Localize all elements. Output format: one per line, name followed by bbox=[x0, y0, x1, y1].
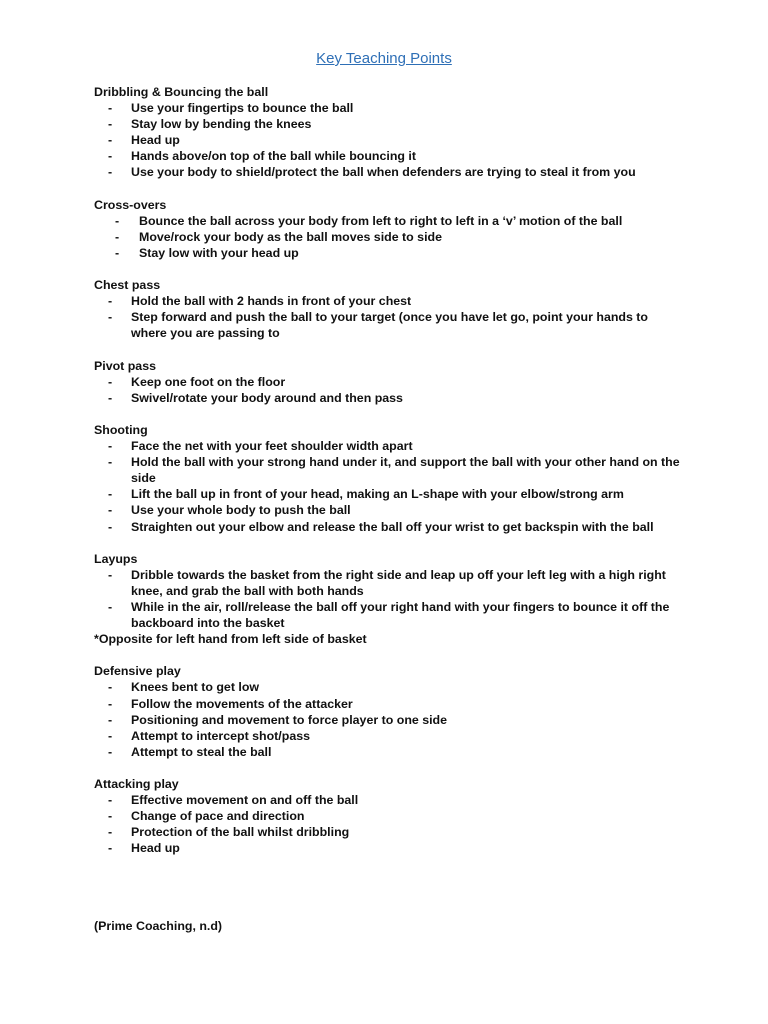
section-heading: Attacking play bbox=[94, 777, 179, 792]
bullet-dash: - bbox=[108, 825, 113, 840]
list-item bbox=[94, 744, 684, 760]
bullet-dash: - bbox=[108, 487, 113, 502]
bullet-dash: - bbox=[108, 310, 113, 325]
list-item bbox=[94, 519, 684, 535]
list-item-text: Hands above/on top of the ball while bouncing it bbox=[131, 149, 416, 164]
list-item-text: Head up bbox=[131, 133, 180, 148]
list-item-text: Knees bent to get low bbox=[131, 680, 260, 695]
bullet-dash: - bbox=[108, 744, 113, 759]
list-item-text: Positioning and movement to force player to one side bbox=[131, 712, 448, 727]
list-item-text: Step forward and push the ball to your target (once you have let go, point your hands to where you are passing to bbox=[131, 310, 649, 341]
list-item bbox=[94, 374, 684, 390]
bullet-dash: - bbox=[108, 728, 113, 743]
list-item bbox=[94, 100, 684, 116]
section-defensive-play bbox=[94, 663, 684, 760]
list-item-text: Dribble towards the basket from the right side and leap up off your left leg with a high right knee, and grab the ball with both hands bbox=[131, 567, 666, 598]
list-item bbox=[94, 696, 684, 712]
list-item-text: Swivel/rotate your body around and then pass bbox=[131, 390, 403, 405]
bullet-dash: - bbox=[108, 390, 113, 405]
bullet-dash: - bbox=[108, 519, 113, 534]
section-layups bbox=[94, 551, 684, 648]
list-item-text: Stay low by bending the knees bbox=[131, 117, 312, 132]
list-item-text: Move/rock your body as the ball moves side to side bbox=[139, 229, 442, 244]
bullet-dash: - bbox=[108, 439, 113, 454]
section-heading: Layups bbox=[94, 551, 138, 566]
list-item bbox=[94, 792, 684, 808]
list-item bbox=[94, 132, 684, 148]
list-item-text: Use your whole body to push the ball bbox=[131, 503, 351, 518]
section-cross-overs bbox=[94, 197, 684, 261]
list-item bbox=[94, 116, 684, 132]
bullet-dash: - bbox=[108, 294, 113, 309]
list-item-text: Straighten out your elbow and release the ball off your wrist to get backspin with the ball bbox=[131, 519, 654, 534]
list-item bbox=[94, 213, 684, 229]
bullet-dash: - bbox=[115, 229, 120, 244]
list-item-text: Keep one foot on the floor bbox=[131, 374, 286, 389]
list-item-text: Follow the movements of the attacker bbox=[131, 696, 353, 711]
section-heading: Defensive play bbox=[94, 664, 181, 679]
bullet-dash: - bbox=[108, 149, 113, 164]
list-item bbox=[94, 454, 684, 486]
list-item bbox=[94, 567, 684, 599]
list-item bbox=[94, 599, 684, 631]
page-title: Key Teaching Points bbox=[316, 50, 452, 67]
list-item bbox=[94, 728, 684, 744]
list-item-text: Head up bbox=[131, 841, 180, 856]
citation: (Prime Coaching, n.d) bbox=[94, 919, 223, 933]
bullet-dash: - bbox=[108, 712, 113, 727]
list-item bbox=[94, 486, 684, 502]
bullet-dash: - bbox=[108, 374, 113, 389]
list-item-text: Bounce the ball across your body from left to right to left in a ‘v’ motion of the ball bbox=[139, 213, 623, 228]
list-item-text: Attempt to steal the ball bbox=[131, 744, 272, 759]
bullet-dash: - bbox=[108, 503, 113, 518]
list-item-text: Effective movement on and off the ball bbox=[131, 793, 359, 808]
list-item bbox=[94, 148, 684, 164]
list-item-text: Hold the ball with your strong hand under it, and support the ball with your other hand on the side bbox=[131, 455, 680, 486]
bullet-dash: - bbox=[108, 455, 113, 470]
section-heading: Cross-overs bbox=[94, 197, 167, 212]
list-item-text: Face the net with your feet shoulder width apart bbox=[131, 439, 413, 454]
section-heading: Pivot pass bbox=[94, 358, 156, 373]
bullet-dash: - bbox=[108, 165, 113, 180]
section-pivot-pass bbox=[94, 358, 684, 406]
bullet-dash: - bbox=[108, 101, 113, 116]
bullet-dash: - bbox=[108, 793, 113, 808]
list-item-text: Attempt to intercept shot/pass bbox=[131, 728, 310, 743]
list-item bbox=[94, 309, 684, 341]
list-item-text: Protection of the ball whilst dribbling bbox=[131, 825, 350, 840]
bullet-dash: - bbox=[108, 567, 113, 582]
section-heading: Chest pass bbox=[94, 278, 161, 293]
list-item bbox=[94, 390, 684, 406]
section-shooting bbox=[94, 422, 684, 535]
list-item bbox=[94, 164, 684, 180]
bullet-dash: - bbox=[108, 841, 113, 856]
list-item bbox=[94, 840, 684, 856]
section-chest-pass bbox=[94, 277, 684, 341]
bullet-dash: - bbox=[108, 680, 113, 695]
bullet-dash: - bbox=[108, 809, 113, 824]
list-item-text: Hold the ball with 2 hands in front of your chest bbox=[131, 294, 412, 309]
list-item-text: While in the air, roll/release the ball off your right hand with your fingers to bounce it off the backboard into the basket bbox=[131, 600, 670, 631]
bullet-dash: - bbox=[108, 600, 113, 614]
bullet-dash: - bbox=[108, 133, 113, 148]
list-item bbox=[94, 293, 684, 309]
list-item bbox=[94, 245, 684, 261]
bullet-dash: - bbox=[108, 117, 113, 132]
list-item bbox=[94, 229, 684, 245]
list-item-text: Change of pace and direction bbox=[131, 809, 305, 824]
bullet-dash: - bbox=[115, 213, 120, 228]
list-item bbox=[94, 438, 684, 454]
list-item-text: Stay low with your head up bbox=[139, 245, 299, 260]
section-heading: Shooting bbox=[94, 422, 148, 437]
section-attacking-play bbox=[94, 776, 684, 856]
list-item bbox=[94, 808, 684, 824]
list-item-text: Use your fingertips to bounce the ball bbox=[131, 101, 354, 116]
list-item bbox=[94, 824, 684, 840]
list-item-text: Lift the ball up in front of your head, making an L-shape with your elbow/strong arm bbox=[131, 487, 624, 502]
section-dribbling bbox=[94, 84, 684, 181]
section-heading: Dribbling & Bouncing the ball bbox=[94, 85, 269, 99]
bullet-dash: - bbox=[115, 245, 120, 260]
list-item bbox=[94, 502, 684, 518]
list-item bbox=[94, 679, 684, 695]
document-body bbox=[94, 84, 684, 873]
list-item-text: Use your body to shield/protect the ball when defenders are trying to steal it from you bbox=[131, 165, 636, 180]
section-note: *Opposite for left hand from left side of basket bbox=[94, 632, 367, 647]
list-item bbox=[94, 712, 684, 728]
bullet-dash: - bbox=[108, 696, 113, 711]
